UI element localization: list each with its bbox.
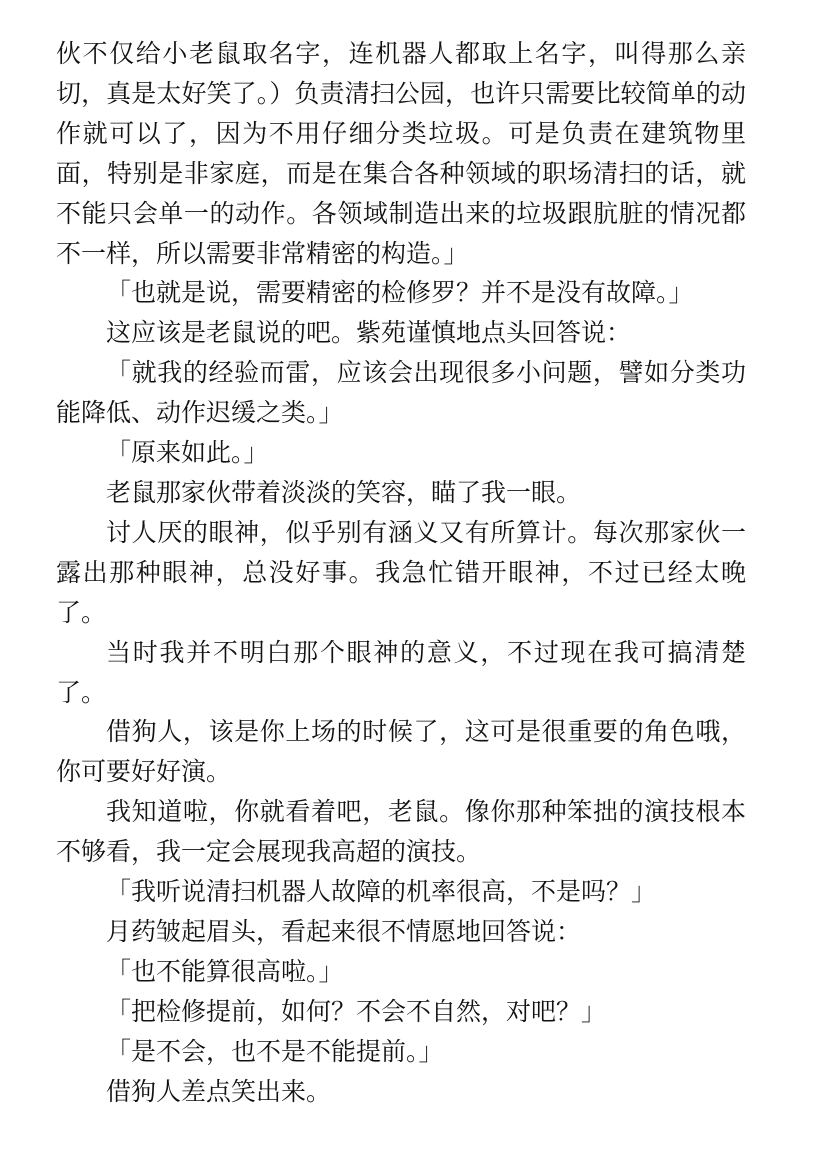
paragraph-14: 「把检修提前，如何？不会不自然，对吧？」 — [106, 996, 607, 1026]
paragraph-5: 「原来如此。」 — [106, 438, 269, 468]
paragraph-15: 「是不会，也不是不能提前。」 — [106, 1036, 444, 1066]
paragraph-8: 当时我并不明白那个眼神的意义，不过现在我可搞清楚了。 — [56, 637, 746, 707]
paragraph-3: 这应该是老鼠说的吧。紫苑谨慎地点头回答说： — [106, 318, 632, 348]
paragraph-6: 老鼠那家伙带着淡淡的笑容，瞄了我一眼。 — [106, 477, 582, 507]
paragraph-9: 借狗人，该是你上场的时候了，这可是很重要的角色哦，你可要好好演。 — [56, 717, 746, 787]
paragraph-13: 「也不能算很高啦。」 — [106, 956, 344, 986]
paragraph-11: 「我听说清扫机器人故障的机率很高，不是吗？」 — [106, 877, 657, 907]
paragraph-7: 讨人厌的眼神，似乎别有涵义又有所算计。每次那家伙一露出那种眼神，总没好事。我急忙错开眼神，不过已经太晚了。 — [56, 517, 746, 627]
paragraph-1: 伙不仅给小老鼠取名字，连机器人都取上名字，叫得那么亲切，真是太好笑了。）负责清扫公园，也许只需要比较简单的动作就可以了，因为不用仔细分类垃圾。可是负责在建筑物里面，特别是非家庭，而是在集合各种领域的职场清扫的话，就不能只会单一的动作。各领域制造出来的垃圾跟肮脏的情况都不一样，所以需要非常精密的构造。」 — [56, 39, 746, 268]
paragraph-10: 我知道啦，你就看着吧，老鼠。像你那种笨拙的演技根本不够看，我一定会展现我高超的演技。 — [56, 797, 746, 867]
paragraph-12: 月药皱起眉头，看起来很不情愿地回答说： — [106, 916, 582, 946]
page-body — [56, 34, 746, 1111]
paragraph-2: 「也就是说，需要精密的检修罗？并不是没有故障。」 — [106, 278, 694, 308]
paragraph-16: 借狗人差点笑出来。 — [106, 1076, 332, 1106]
paragraph-4: 「就我的经验而雷，应该会出现很多小问题，譬如分类功能降低、动作迟缓之类。」 — [56, 358, 746, 428]
